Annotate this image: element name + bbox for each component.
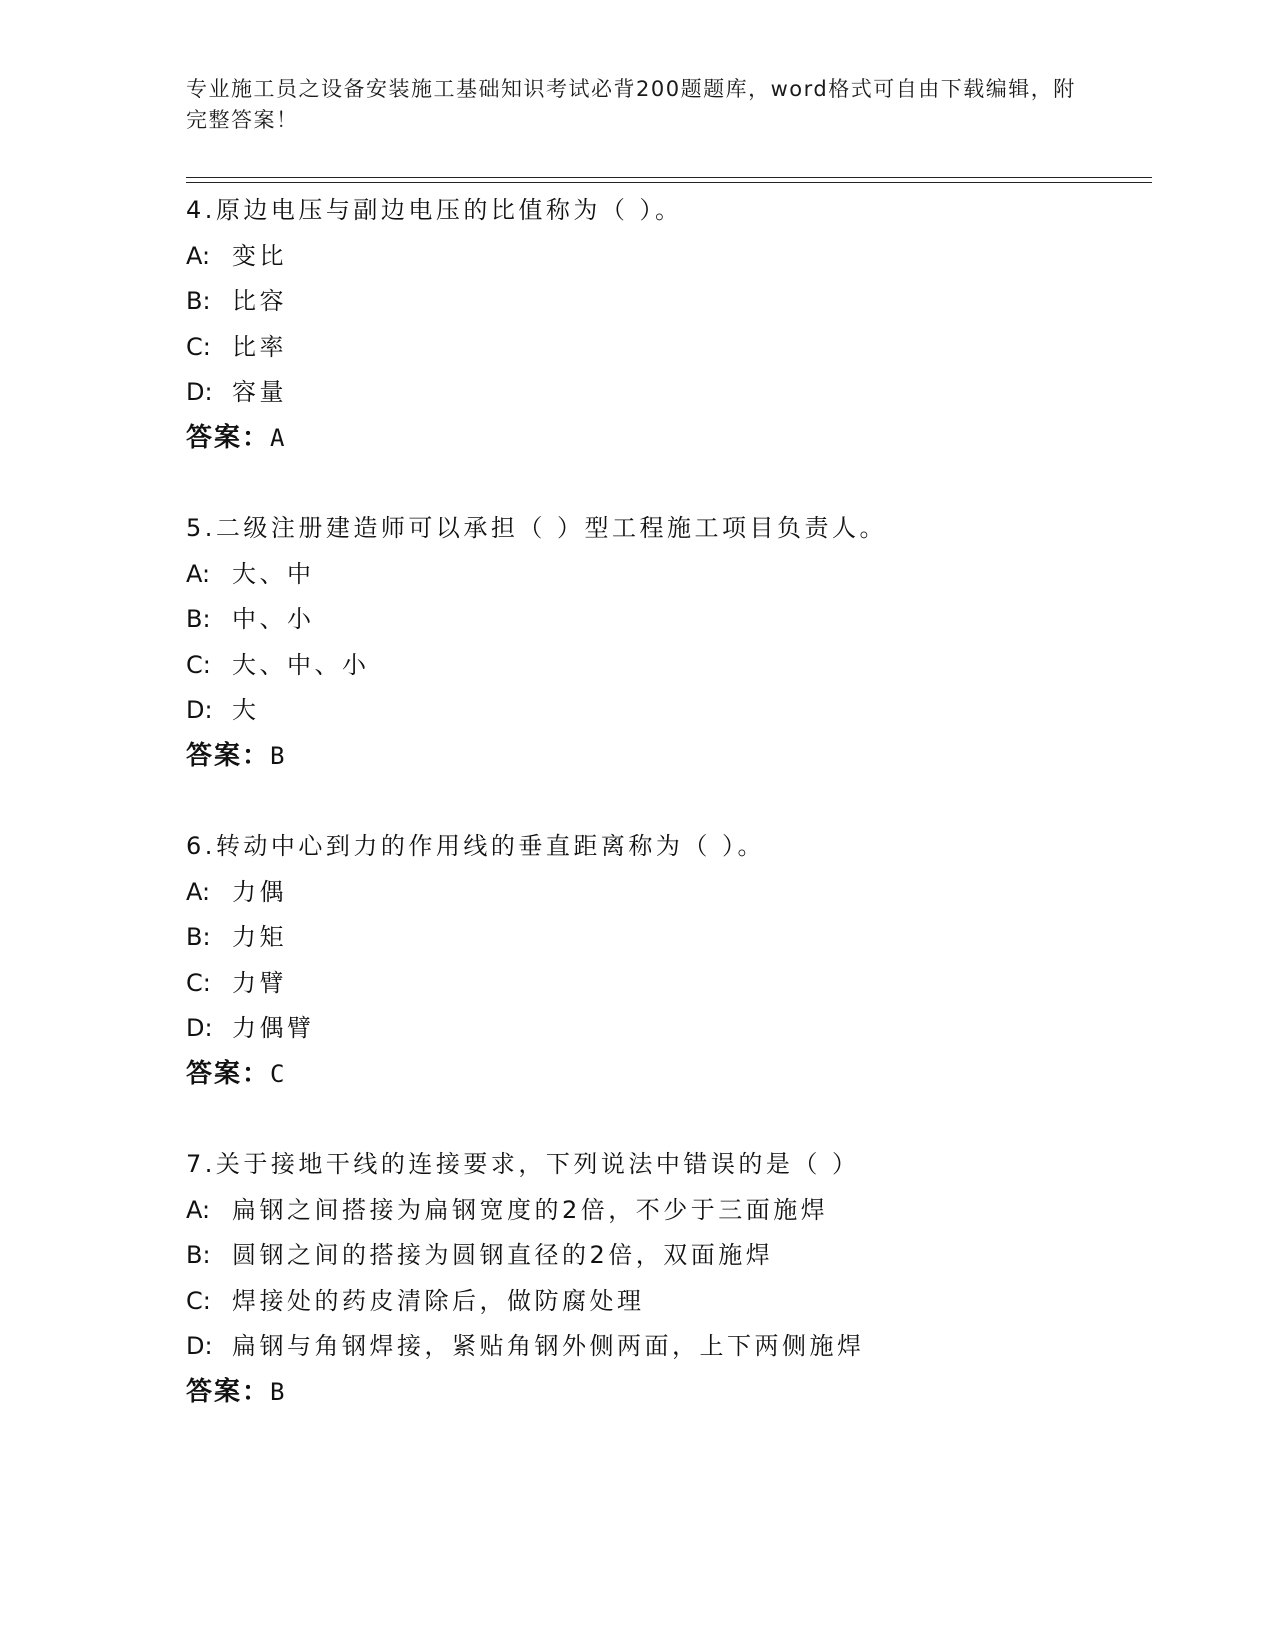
option-label: A:	[186, 241, 211, 270]
question-6	[186, 824, 1152, 1142]
question-7	[186, 1142, 1152, 1460]
option-text: 力偶	[232, 877, 287, 906]
option-label: D:	[186, 1014, 213, 1042]
option-label: B:	[186, 923, 211, 951]
question-stem: 4.原边电压与副边电压的比值称为（ ）。	[186, 196, 683, 224]
option-label: C:	[186, 968, 211, 997]
option-label: C:	[186, 1286, 211, 1315]
question-stem: 6.转动中心到力的作用线的垂直距离称为（ ）。	[186, 832, 766, 860]
answer-label: 答案：	[186, 1058, 271, 1089]
question-5	[186, 506, 1152, 824]
option-label: B:	[186, 605, 211, 633]
option-d	[186, 688, 1152, 734]
answer	[186, 1052, 1152, 1098]
answer	[186, 734, 1152, 780]
option-text: 中、小	[232, 605, 315, 633]
option-text: 比容	[232, 287, 287, 315]
option-c	[186, 643, 1152, 689]
option-text: 扁钢之间搭接为扁钢宽度的2倍，不少于三面施焊	[232, 1195, 829, 1224]
option-text: 力偶臂	[232, 1014, 315, 1042]
option-d	[186, 370, 1152, 416]
option-text: 比率	[232, 332, 287, 361]
option-label: C:	[186, 332, 211, 361]
option-text: 容量	[232, 378, 287, 406]
answer-label: 答案：	[186, 1376, 271, 1407]
answer-label: 答案：	[186, 740, 271, 771]
answer	[186, 416, 1152, 462]
option-text: 大	[232, 696, 260, 724]
option-c	[186, 961, 1152, 1007]
option-text: 圆钢之间的搭接为圆钢直径的2倍，双面施焊	[232, 1241, 774, 1269]
option-b	[186, 279, 1152, 325]
question-stem: 5.二级注册建造师可以承担（ ）型工程施工项目负责人。	[186, 514, 888, 542]
option-a	[186, 870, 1152, 916]
option-label: B:	[186, 1241, 211, 1269]
option-c	[186, 325, 1152, 371]
option-b	[186, 597, 1152, 643]
option-b	[186, 1233, 1152, 1279]
option-a	[186, 1188, 1152, 1234]
document-header: 专业施工员之设备安装施工基础知识考试必背200题题库，word格式可自由下载编辑，附完整答案！	[186, 77, 1076, 132]
option-a	[186, 234, 1152, 280]
answer-value: A	[270, 423, 285, 452]
header-rule-bottom	[186, 182, 1152, 183]
answer-value: B	[270, 741, 285, 770]
answer-value: B	[270, 1377, 285, 1406]
answer	[186, 1370, 1152, 1416]
answer-value: C	[270, 1059, 285, 1088]
option-text: 焊接处的药皮清除后，做防腐处理	[232, 1286, 645, 1315]
option-label: A:	[186, 559, 211, 588]
option-label: C:	[186, 650, 211, 679]
option-c	[186, 1279, 1152, 1325]
option-d	[186, 1324, 1152, 1370]
option-label: A:	[186, 1195, 211, 1224]
option-label: D:	[186, 696, 213, 724]
option-text: 大、中	[232, 559, 315, 588]
option-text: 变比	[232, 241, 287, 270]
option-text: 扁钢与角钢焊接，紧贴角钢外侧两面，上下两侧施焊	[232, 1332, 865, 1360]
option-text: 力矩	[232, 923, 287, 951]
option-a	[186, 552, 1152, 598]
option-label: B:	[186, 287, 211, 315]
question-4	[186, 188, 1152, 506]
option-label: D:	[186, 378, 213, 406]
header-rule-top	[186, 177, 1152, 178]
option-text: 大、中、小	[232, 650, 370, 679]
option-label: A:	[186, 877, 211, 906]
question-list	[186, 188, 1152, 1460]
question-stem: 7.关于接地干线的连接要求，下列说法中错误的是（ ）	[186, 1150, 860, 1178]
option-b	[186, 915, 1152, 961]
option-label: D:	[186, 1332, 213, 1360]
option-text: 力臂	[232, 968, 287, 997]
answer-label: 答案：	[186, 422, 271, 453]
option-d	[186, 1006, 1152, 1052]
